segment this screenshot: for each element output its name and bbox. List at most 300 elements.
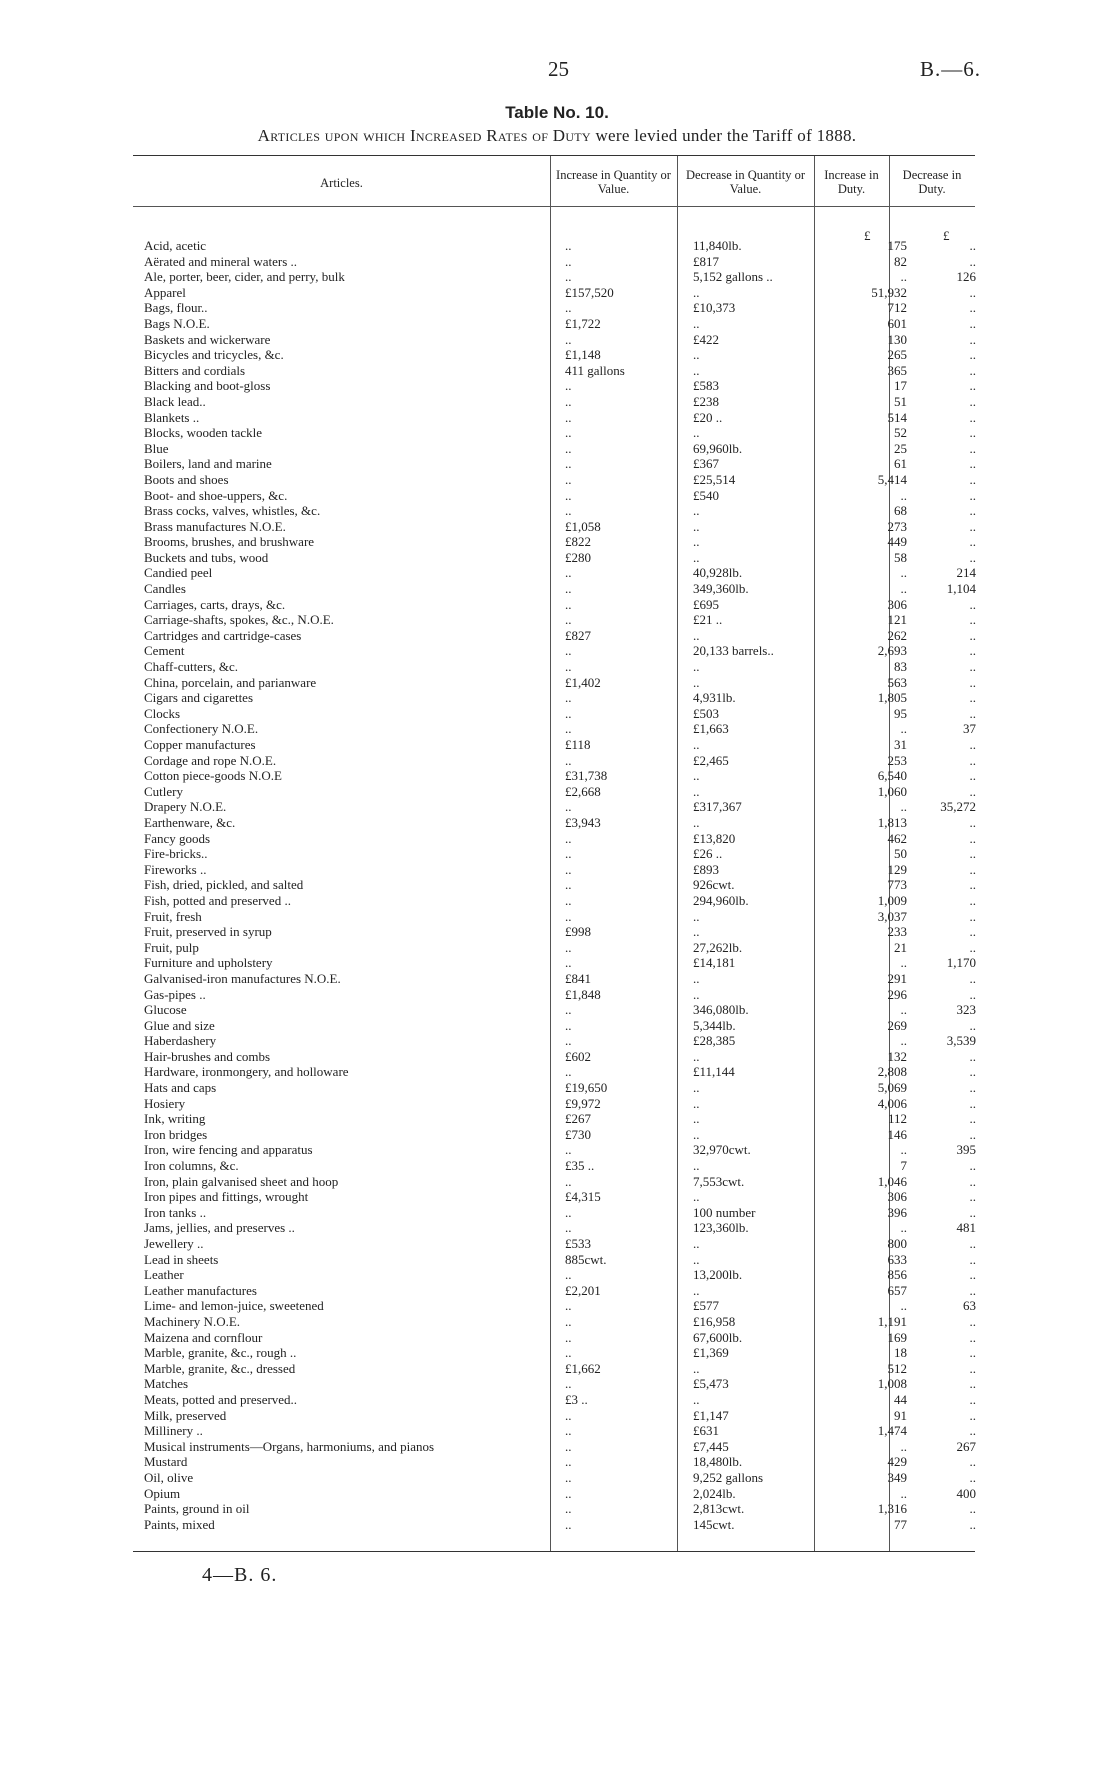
decrease-duty-cell: .. — [969, 238, 976, 253]
increase-duty-cell: 233 — [887, 924, 907, 940]
article-cell: Brass cocks, valves, whistles, &c. — [144, 503, 321, 519]
decrease-duty-cell: .. — [969, 300, 976, 316]
increase-qty-cell: £841 — [565, 970, 591, 986]
decrease-duty-cell: .. — [969, 549, 976, 565]
article-cell: Iron bridges — [144, 1126, 208, 1142]
increase-qty-cell: .. — [565, 238, 572, 253]
table-row — [133, 1408, 975, 1424]
table-row — [133, 1376, 975, 1392]
decrease-qty-cell: .. — [693, 549, 700, 565]
decrease-duty-cell: .. — [969, 659, 976, 675]
increase-duty-cell: .. — [900, 799, 907, 815]
increase-qty-cell: .. — [565, 955, 572, 971]
table-row — [133, 1267, 975, 1283]
increase-qty-cell: .. — [565, 1516, 572, 1532]
article-cell: Bags, flour.. — [144, 300, 208, 316]
table-row — [133, 363, 975, 379]
article-cell: Mustard — [144, 1454, 188, 1470]
decrease-qty-cell: .. — [693, 284, 700, 300]
increase-duty-cell: 25 — [894, 440, 907, 456]
decrease-duty-cell: .. — [969, 331, 976, 347]
decrease-qty-cell: 40,928lb. — [693, 565, 743, 581]
increase-qty-cell: .. — [565, 503, 572, 519]
decrease-duty-cell: .. — [969, 1313, 976, 1329]
decrease-qty-cell: .. — [693, 1251, 700, 1267]
decrease-qty-cell: 346,080lb. — [693, 1002, 749, 1018]
table-row — [133, 238, 975, 254]
table-row — [133, 550, 975, 566]
decrease-duty-cell: .. — [969, 409, 976, 425]
increase-duty-cell: 6,540 — [877, 768, 907, 784]
table-row — [133, 1439, 975, 1455]
increase-qty-cell: .. — [565, 1204, 572, 1220]
increase-duty-cell: 514 — [887, 409, 907, 425]
decrease-qty-cell: .. — [693, 1048, 700, 1064]
increase-qty-cell: .. — [565, 253, 572, 269]
decrease-duty-cell: .. — [969, 768, 976, 784]
increase-qty-cell: .. — [565, 1469, 572, 1485]
decrease-duty-cell: .. — [969, 612, 976, 628]
page-number: 25 — [548, 57, 569, 81]
table-row — [133, 269, 975, 285]
increase-duty-cell: 17 — [894, 378, 907, 394]
increase-qty-cell: .. — [565, 487, 572, 503]
increase-qty-cell: .. — [565, 1329, 572, 1345]
increase-duty-cell: 51 — [894, 393, 907, 409]
increase-duty-cell: 856 — [887, 1267, 907, 1283]
increase-duty-cell: 1,060 — [877, 783, 907, 799]
decrease-duty-cell: .. — [969, 737, 976, 752]
decrease-qty-cell: 69,960lb. — [693, 440, 743, 456]
article-cell: Marble, granite, &c., dressed — [144, 1360, 296, 1376]
caption-emphasis: Increased Rates of Duty — [409, 126, 591, 145]
decrease-duty-cell: .. — [969, 596, 976, 612]
article-cell: Fish, dried, pickled, and salted — [144, 877, 304, 893]
decrease-qty-cell: £893 — [693, 861, 719, 877]
article-cell: Paints, mixed — [144, 1516, 215, 1532]
decrease-qty-cell: .. — [693, 1111, 700, 1127]
increase-qty-cell: .. — [565, 1220, 572, 1236]
decrease-duty-cell: .. — [969, 1064, 976, 1080]
decrease-qty-cell: 123,360lb. — [693, 1220, 749, 1236]
decrease-duty-cell: .. — [969, 1282, 976, 1298]
table-row — [133, 456, 975, 472]
increase-qty-cell: .. — [565, 440, 572, 456]
decrease-qty-cell: £503 — [693, 705, 719, 721]
decrease-duty-cell: .. — [969, 939, 976, 955]
increase-duty-cell: 130 — [887, 331, 907, 347]
decrease-qty-cell: .. — [693, 970, 700, 986]
table-row — [133, 955, 975, 971]
article-cell: Cutlery — [144, 783, 183, 799]
increase-qty-cell: £602 — [565, 1048, 591, 1064]
increase-duty-cell: .. — [900, 487, 907, 503]
decrease-qty-cell: .. — [693, 503, 700, 519]
table-row — [133, 690, 975, 706]
decrease-duty-cell: .. — [969, 378, 976, 394]
increase-qty-cell: .. — [565, 331, 572, 347]
article-cell: Boot- and shoe-uppers, &c. — [144, 487, 288, 503]
decrease-duty-cell: .. — [969, 908, 976, 924]
table-row — [133, 316, 975, 332]
increase-duty-cell: 18 — [894, 1345, 907, 1361]
decrease-qty-cell: 2,813cwt. — [693, 1501, 745, 1517]
decrease-qty-cell: .. — [693, 315, 700, 331]
decrease-qty-cell: £238 — [693, 393, 719, 409]
article-cell: Drapery N.O.E. — [144, 799, 227, 815]
table-row — [133, 1252, 975, 1268]
decrease-qty-cell: £631 — [693, 1423, 719, 1439]
decrease-duty-cell: .. — [969, 518, 976, 534]
increase-qty-cell: .. — [565, 378, 572, 394]
article-cell: Galvanised-iron manufactures N.O.E. — [144, 970, 341, 986]
increase-qty-cell: £1,058 — [565, 518, 601, 534]
article-cell: Iron pipes and fittings, wrought — [144, 1189, 309, 1205]
increase-duty-cell: 449 — [887, 534, 907, 550]
article-cell: Confectionery N.O.E. — [144, 721, 259, 737]
increase-duty-cell: 396 — [887, 1204, 907, 1220]
table-row — [133, 519, 975, 535]
article-cell: Glucose — [144, 1002, 187, 1018]
decrease-duty-cell: .. — [969, 752, 976, 768]
increase-qty-cell: £1,848 — [565, 986, 601, 1002]
increase-duty-cell: 5,414 — [877, 471, 907, 487]
decrease-qty-cell: .. — [693, 1360, 700, 1376]
decrease-qty-cell: .. — [693, 737, 700, 752]
article-cell: Blue — [144, 440, 169, 456]
decrease-duty-cell: .. — [969, 253, 976, 269]
decrease-duty-cell: .. — [969, 690, 976, 706]
article-cell: Millinery .. — [144, 1423, 203, 1439]
table-row — [133, 877, 975, 893]
decrease-duty-cell: .. — [969, 362, 976, 378]
article-cell: Furniture and upholstery — [144, 955, 273, 971]
increase-qty-cell: .. — [565, 659, 572, 675]
decrease-qty-cell: .. — [693, 1189, 700, 1205]
increase-qty-cell: .. — [565, 456, 572, 472]
table-title: Table No. 10. — [505, 103, 609, 122]
increase-qty-cell: .. — [565, 846, 572, 862]
article-cell: Machinery N.O.E. — [144, 1313, 241, 1329]
increase-duty-cell: 5,069 — [877, 1080, 907, 1096]
decrease-qty-cell: 5,344lb. — [693, 1017, 736, 1033]
table-row — [133, 612, 975, 628]
decrease-duty-cell: .. — [969, 1516, 976, 1532]
increase-duty-cell: 462 — [887, 830, 907, 846]
table-row — [133, 1033, 975, 1049]
article-cell: Haberdashery — [144, 1033, 217, 1049]
article-cell: Brooms, brushes, and brushware — [144, 534, 315, 550]
article-cell: Opium — [144, 1485, 181, 1501]
article-cell: Acid, acetic — [144, 238, 207, 253]
table-row — [133, 1127, 975, 1143]
decrease-duty-cell: .. — [969, 643, 976, 659]
article-cell: Milk, preserved — [144, 1407, 227, 1423]
table-row — [133, 441, 975, 457]
decrease-duty-cell: .. — [969, 425, 976, 441]
article-cell: Boots and shoes — [144, 471, 229, 487]
article-cell: Ink, writing — [144, 1111, 206, 1127]
table-row — [133, 534, 975, 550]
increase-duty-cell: 657 — [887, 1282, 907, 1298]
table-row — [133, 1345, 975, 1361]
table-row — [133, 987, 975, 1003]
decrease-qty-cell: .. — [693, 362, 700, 378]
decrease-qty-cell: £5,473 — [693, 1376, 729, 1392]
article-cell: Cotton piece-goods N.O.E — [144, 768, 282, 784]
table-row — [133, 862, 975, 878]
increase-qty-cell: .. — [565, 861, 572, 877]
article-cell: Hardware, ironmongery, and holloware — [144, 1064, 349, 1080]
decrease-duty-cell: .. — [969, 1360, 976, 1376]
decrease-qty-cell: .. — [693, 425, 700, 441]
decrease-qty-cell: .. — [693, 1236, 700, 1251]
decrease-qty-cell: 11,840lb. — [693, 238, 742, 253]
increase-qty-cell: .. — [565, 1407, 572, 1423]
decrease-duty-cell: 214 — [956, 565, 976, 581]
increase-qty-cell: .. — [565, 1485, 572, 1501]
increase-duty-cell: 121 — [887, 612, 907, 628]
increase-qty-cell: .. — [565, 1501, 572, 1517]
table-row — [133, 597, 975, 613]
table-row — [133, 924, 975, 940]
article-cell: Candied peel — [144, 565, 213, 581]
increase-qty-cell: .. — [565, 1142, 572, 1158]
article-cell: Blocks, wooden tackle — [144, 425, 263, 441]
increase-qty-cell: .. — [565, 752, 572, 768]
decrease-duty-cell: 3,539 — [946, 1033, 976, 1049]
decrease-qty-cell: £11,144 — [693, 1064, 735, 1080]
decrease-duty-cell: .. — [969, 1407, 976, 1423]
increase-duty-cell: 1,813 — [877, 814, 907, 830]
increase-duty-cell: .. — [900, 721, 907, 737]
table-row — [133, 643, 975, 659]
table-row — [133, 410, 975, 426]
increase-duty-cell: 601 — [887, 315, 907, 331]
article-cell: Leather — [144, 1267, 184, 1283]
increase-duty-cell: 365 — [887, 362, 907, 378]
article-cell: Hair-brushes and combs — [144, 1048, 271, 1064]
increase-duty-cell: 1,191 — [877, 1313, 907, 1329]
series-code: B.—6. — [920, 57, 982, 81]
increase-duty-cell: 2,808 — [877, 1064, 907, 1080]
decrease-duty-cell: .. — [969, 1126, 976, 1142]
table-row — [133, 1298, 975, 1314]
decrease-duty-cell: .. — [969, 846, 976, 862]
table-row — [133, 1517, 975, 1533]
increase-qty-cell: .. — [565, 1017, 572, 1033]
decrease-qty-cell: 67,600lb. — [693, 1329, 743, 1345]
increase-duty-cell: .. — [900, 1033, 907, 1049]
table-row — [133, 285, 975, 301]
caption-suffix: were levied under the Tariff of 1888. — [595, 126, 857, 145]
table-row — [133, 1018, 975, 1034]
table-row — [133, 300, 975, 316]
article-cell: Fruit, pulp — [144, 939, 199, 955]
increase-duty-cell: 306 — [887, 1189, 907, 1205]
decrease-qty-cell: .. — [693, 534, 700, 550]
table-row — [133, 831, 975, 847]
increase-qty-cell: £118 — [565, 737, 591, 752]
decrease-qty-cell: 13,200lb. — [693, 1267, 743, 1283]
increase-qty-cell: £4,315 — [565, 1189, 601, 1205]
table-row — [133, 1064, 975, 1080]
decrease-duty-cell: .. — [969, 393, 976, 409]
decrease-duty-cell: 35,272 — [940, 799, 976, 815]
increase-duty-cell: .. — [900, 1220, 907, 1236]
decrease-qty-cell: £21 .. — [693, 612, 723, 628]
article-cell: Candles — [144, 581, 186, 597]
increase-duty-cell: 3,037 — [877, 908, 907, 924]
decrease-duty-cell: .. — [969, 674, 976, 690]
decrease-qty-cell: .. — [693, 1158, 700, 1174]
article-cell: Glue and size — [144, 1017, 215, 1033]
table-row — [133, 1142, 975, 1158]
increase-duty-cell: .. — [900, 1485, 907, 1501]
decrease-qty-cell: .. — [693, 1095, 700, 1111]
increase-qty-cell: £267 — [565, 1111, 591, 1127]
decrease-duty-cell: .. — [969, 830, 976, 846]
col-header-decrease-duty: Decrease in Duty. — [902, 168, 962, 196]
article-cell: Lead in sheets — [144, 1251, 219, 1267]
decrease-duty-cell: .. — [969, 1236, 976, 1251]
increase-duty-cell: 91 — [894, 1407, 907, 1423]
increase-duty-cell: 146 — [887, 1126, 907, 1142]
increase-duty-cell: 1,316 — [877, 1501, 907, 1517]
increase-duty-cell: 269 — [887, 1017, 907, 1033]
article-cell: Cement — [144, 643, 185, 659]
decrease-duty-cell: .. — [969, 1423, 976, 1439]
table-row — [133, 1111, 975, 1127]
increase-qty-cell: .. — [565, 1267, 572, 1283]
increase-duty-cell: 58 — [894, 549, 907, 565]
decrease-qty-cell: £10,373 — [693, 300, 736, 316]
table-row — [133, 565, 975, 581]
article-cell: Leather manufactures — [144, 1282, 257, 1298]
increase-qty-cell: £2,201 — [565, 1282, 601, 1298]
increase-qty-cell: .. — [565, 1064, 572, 1080]
article-cell: Bitters and cordials — [144, 362, 246, 378]
table-row — [133, 254, 975, 270]
decrease-duty-cell: 63 — [963, 1298, 976, 1314]
decrease-duty-cell: .. — [969, 534, 976, 550]
increase-duty-cell: 1,046 — [877, 1173, 907, 1189]
table-row — [133, 394, 975, 410]
decrease-qty-cell: £2,465 — [693, 752, 729, 768]
decrease-duty-cell: .. — [969, 1111, 976, 1127]
increase-qty-cell: £3 .. — [565, 1391, 588, 1407]
increase-qty-cell: .. — [565, 269, 572, 285]
table-row — [133, 1330, 975, 1346]
decrease-qty-cell: £367 — [693, 456, 719, 472]
article-cell: Jewellery .. — [144, 1236, 204, 1251]
decrease-qty-cell: £540 — [693, 487, 719, 503]
article-cell: Cartridges and cartridge-cases — [144, 627, 302, 643]
decrease-qty-cell: .. — [693, 924, 700, 940]
increase-duty-cell: 68 — [894, 503, 907, 519]
increase-duty-cell: .. — [900, 955, 907, 971]
decrease-duty-cell: .. — [969, 1501, 976, 1517]
table-row — [133, 425, 975, 441]
increase-duty-cell: .. — [900, 1002, 907, 1018]
increase-duty-cell: 61 — [894, 456, 907, 472]
decrease-duty-cell: 1,104 — [946, 581, 976, 597]
decrease-duty-cell: .. — [969, 1017, 976, 1033]
decrease-qty-cell: 32,970cwt. — [693, 1142, 751, 1158]
increase-duty-cell: 253 — [887, 752, 907, 768]
table-row — [133, 753, 975, 769]
increase-duty-cell: .. — [900, 565, 907, 581]
col-header-articles: Articles. — [320, 176, 363, 190]
increase-duty-cell: 50 — [894, 846, 907, 862]
article-cell: Gas-pipes .. — [144, 986, 206, 1002]
article-cell: Blacking and boot-gloss — [144, 378, 271, 394]
decrease-qty-cell: £1,369 — [693, 1345, 729, 1361]
article-cell: Musical instruments—Organs, harmoniums, and pianos — [144, 1438, 435, 1454]
increase-duty-cell: 51,932 — [871, 284, 907, 300]
decrease-qty-cell: .. — [693, 1126, 700, 1142]
increase-qty-cell: .. — [565, 1173, 572, 1189]
increase-duty-cell: 95 — [894, 705, 907, 721]
table-row — [133, 1080, 975, 1096]
table-row — [133, 846, 975, 862]
increase-qty-cell: .. — [565, 892, 572, 908]
decrease-duty-cell: 400 — [956, 1485, 976, 1501]
decrease-duty-cell: .. — [969, 892, 976, 908]
article-cell: Brass manufactures N.O.E. — [144, 518, 286, 534]
decrease-duty-cell: .. — [969, 456, 976, 472]
increase-duty-cell: 633 — [887, 1251, 907, 1267]
table-row — [133, 940, 975, 956]
increase-duty-cell: 82 — [894, 253, 907, 269]
article-cell: Jams, jellies, and preserves .. — [144, 1220, 295, 1236]
decrease-duty-cell: .. — [969, 1391, 976, 1407]
increase-qty-cell: £157,520 — [565, 284, 614, 300]
table-row — [133, 1205, 975, 1221]
table-row — [133, 1220, 975, 1236]
article-cell: Matches — [144, 1376, 189, 1392]
decrease-qty-cell: 20,133 barrels.. — [693, 643, 774, 659]
increase-duty-cell: 712 — [887, 300, 907, 316]
increase-duty-cell: 112 — [887, 1111, 907, 1127]
article-cell: Fire-bricks.. — [144, 846, 208, 862]
table-row — [133, 1096, 975, 1112]
data-table — [133, 155, 975, 1552]
table-row — [133, 347, 975, 363]
decrease-duty-cell: .. — [969, 1329, 976, 1345]
increase-duty-cell: 773 — [887, 877, 907, 893]
article-cell: Ale, porter, beer, cider, and perry, bulk — [144, 269, 345, 285]
table-row — [133, 1174, 975, 1190]
decrease-duty-cell: .. — [969, 705, 976, 721]
table-row — [133, 784, 975, 800]
decrease-qty-cell: £695 — [693, 596, 719, 612]
increase-duty-cell: 1,805 — [877, 690, 907, 706]
increase-qty-cell: £827 — [565, 627, 591, 643]
increase-duty-cell: 31 — [894, 737, 907, 752]
increase-qty-cell: .. — [565, 565, 572, 581]
col-header-increase-qty: Increase in Quantity or Value. — [556, 168, 671, 196]
increase-qty-cell: £1,148 — [565, 347, 601, 363]
table-row — [133, 1361, 975, 1377]
table-row — [133, 628, 975, 644]
decrease-duty-cell: .. — [969, 347, 976, 363]
increase-qty-cell: .. — [565, 471, 572, 487]
increase-duty-cell: 563 — [887, 674, 907, 690]
table-row — [133, 1158, 975, 1174]
increase-qty-cell: £280 — [565, 549, 591, 565]
table-row — [133, 1486, 975, 1502]
